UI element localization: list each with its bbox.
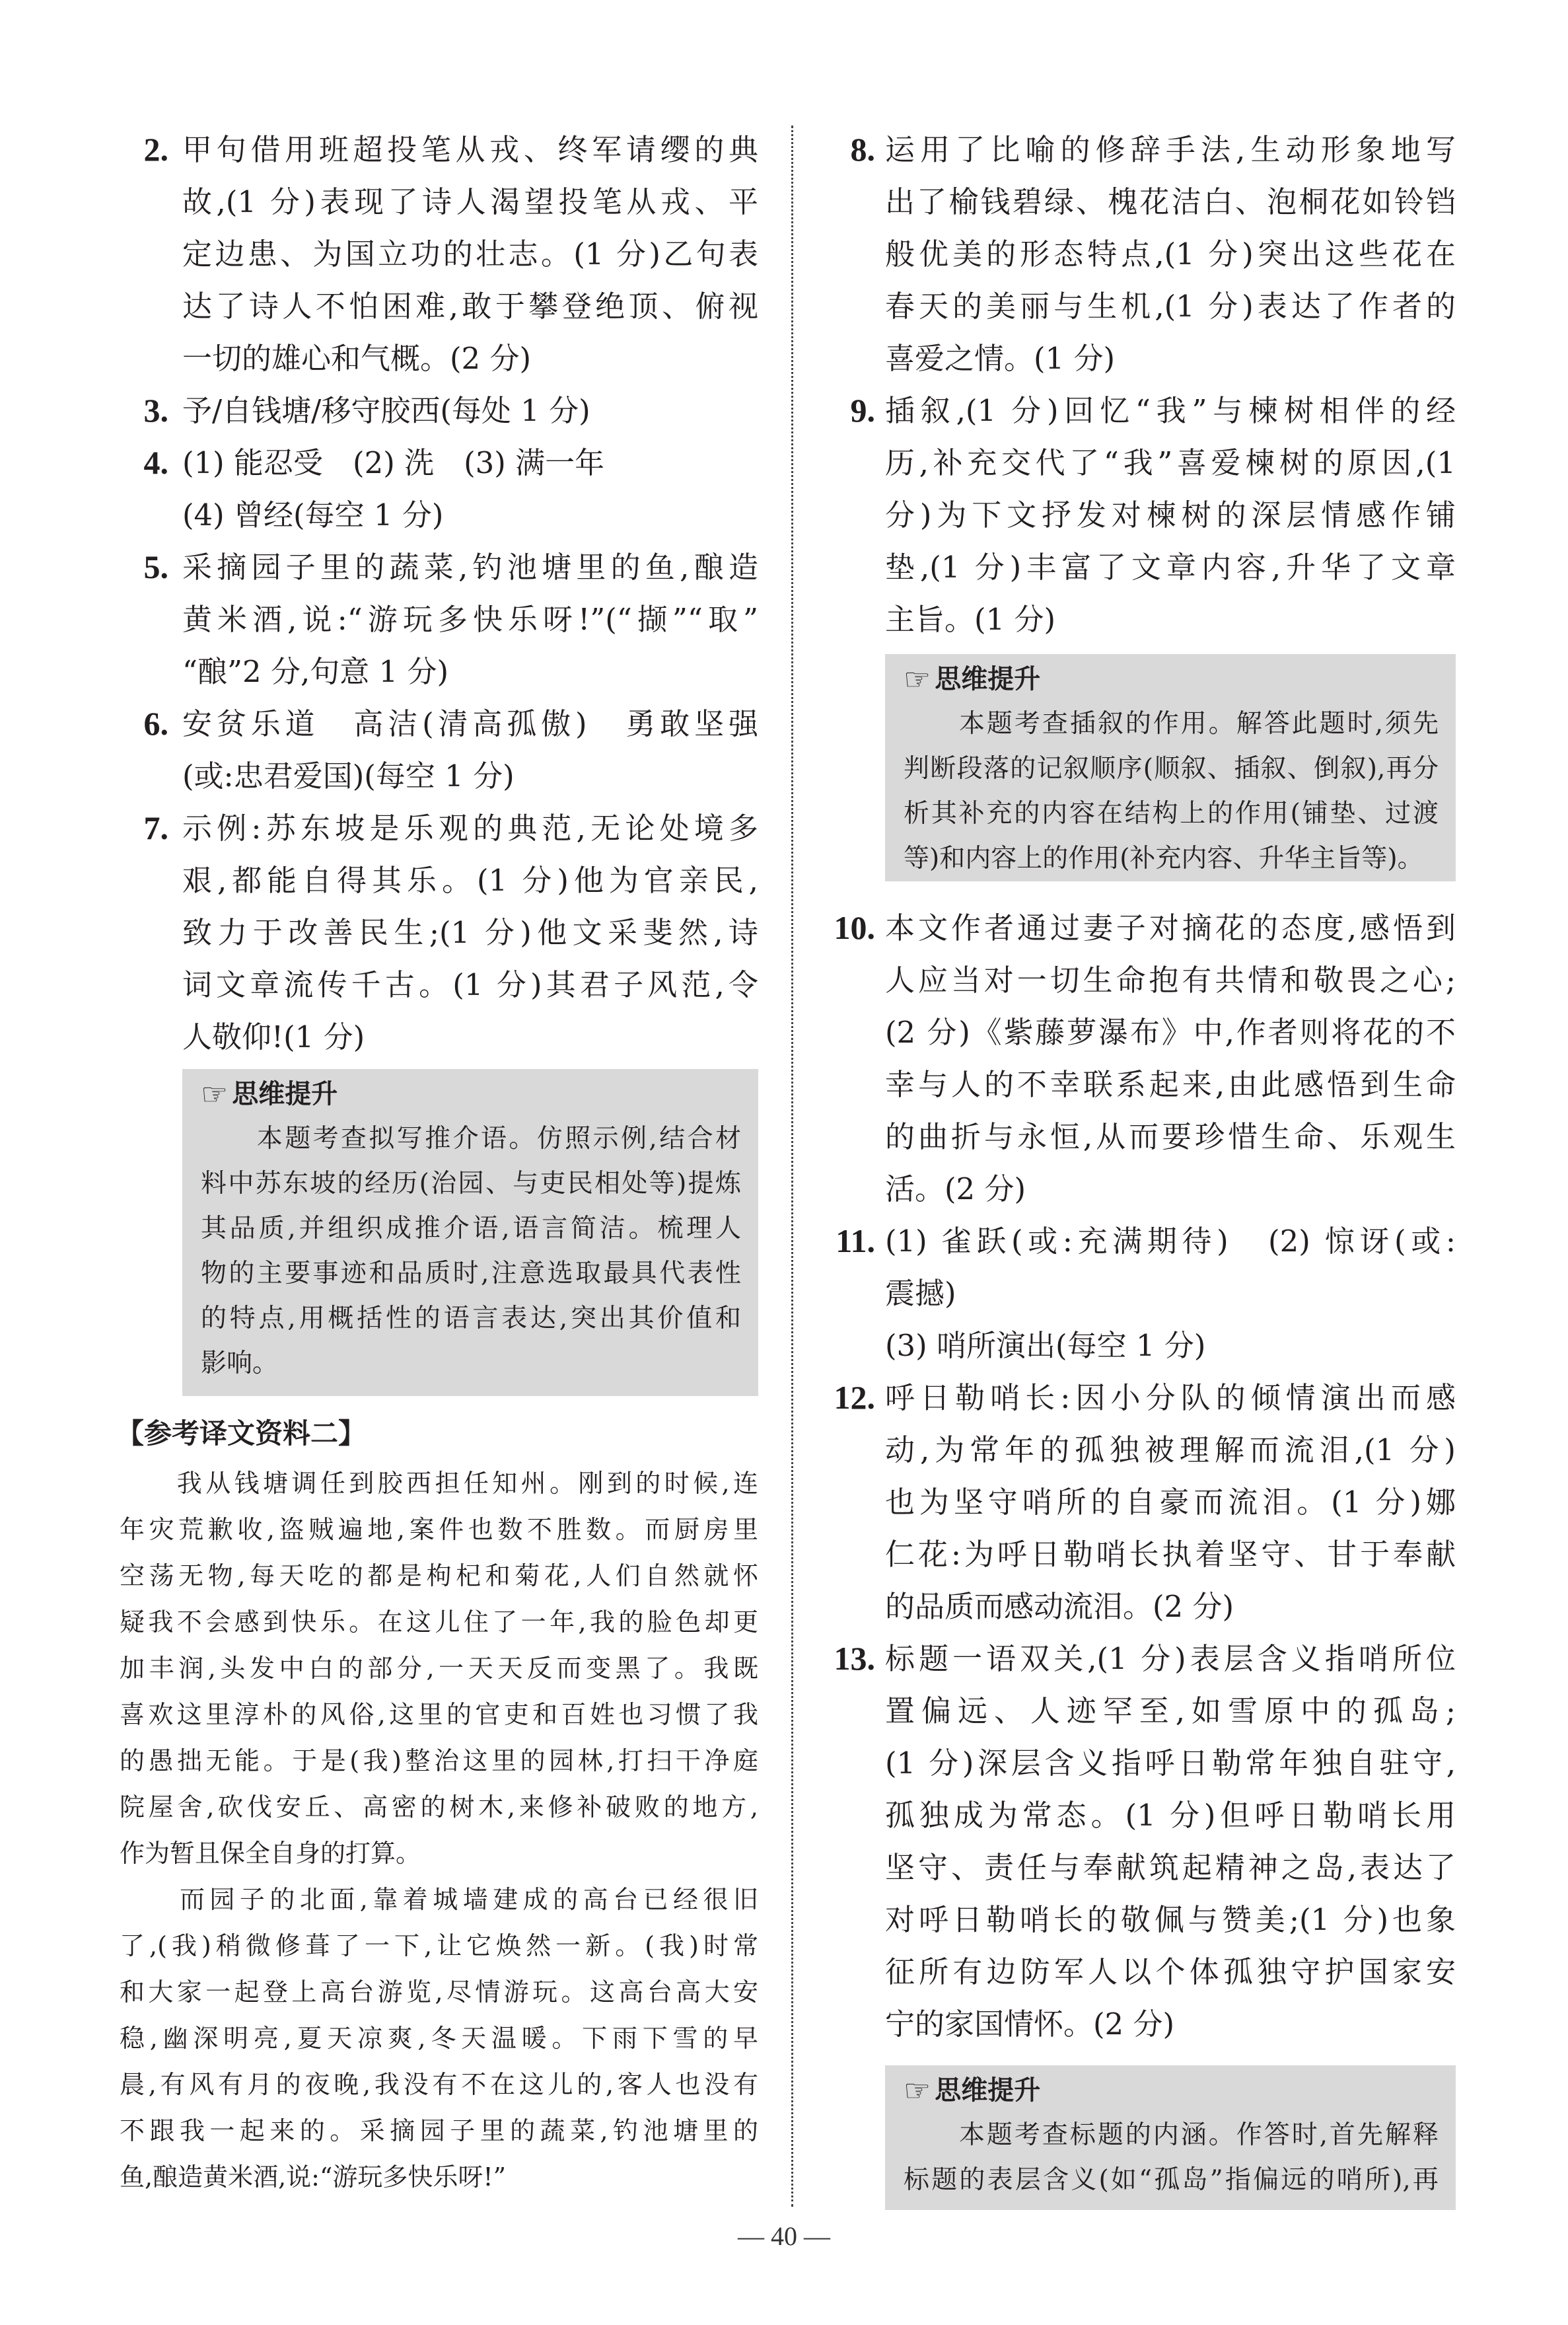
pointing-hand-icon: ☞ [904, 661, 931, 697]
answer-line: 动,为常年的孤独被理解而流泪,(1 分) [885, 1432, 1456, 1467]
thinking-box-2 [885, 654, 1456, 881]
box-line: 本题考查插叙的作用。解答此题时,须先 [904, 709, 1439, 739]
reference-line: 不跟我一起来的。采摘园子里的蔬菜,钓池塘里的 [120, 2116, 758, 2145]
answer-item [806, 385, 1456, 646]
answer-line: 分)为下文抒发对楝树的深层情感作铺 [885, 498, 1456, 533]
answer-line: 致力于改善民生;(1 分)他文采斐然,诗 [182, 915, 758, 950]
answer-line: 震撼) [885, 1276, 956, 1311]
left-answers [99, 124, 758, 1063]
answer-number: 7. [143, 809, 168, 846]
box-heading [904, 2068, 1439, 2113]
answer-line: 幸与人的不幸联系起来,由此感悟到生命 [885, 1067, 1456, 1102]
answer-line: 出了榆钱碧绿、槐花洁白、泡桐花如铃铛 [885, 184, 1456, 219]
answer-line: 孤独成为常态。(1 分)但呼日勒哨长用 [885, 1798, 1456, 1833]
pointing-hand-icon: ☞ [904, 2073, 931, 2108]
answer-number: 11. [836, 1222, 875, 1259]
answer-item [806, 1633, 1456, 2050]
box-heading [201, 1072, 741, 1117]
answer-line: 本文作者通过妻子对摘花的态度,感悟到 [885, 910, 1456, 945]
answer-line: 黄米酒,说:“游玩多快乐呀!”(“撷”“取” [182, 602, 758, 637]
right-answers-b [806, 902, 1456, 2050]
answer-line: 主旨。(1 分) [885, 602, 1056, 637]
answer-line: 的品质而感动流泪。(2 分) [885, 1589, 1234, 1624]
answer-item [99, 385, 758, 437]
answer-line: (2 分)《紫藤萝瀑布》中,作者则将花的不 [885, 1015, 1456, 1050]
answer-line: 艰,都能自得其乐。(1 分)他为官亲民, [182, 863, 758, 898]
box-line: 本题考查标题的内涵。作答时,首先解释 [904, 2120, 1439, 2150]
answer-item [99, 802, 758, 1063]
answer-line: 坚守、责任与奉献筑起精神之岛,表达了 [885, 1850, 1456, 1885]
answer-item [99, 541, 758, 698]
reference-line: 鱼,酿造黄米酒,说:“游玩多快乐呀!” [120, 2162, 507, 2192]
answer-item [806, 1372, 1456, 1633]
answer-line: (4) 曾经(每空 1 分) [182, 498, 444, 533]
answer-line: 垫,(1 分)丰富了文章内容,升华了文章 [885, 550, 1456, 585]
box-line: 等)和内容上的作用(补充内容、升华主旨等)。 [904, 844, 1423, 873]
answer-line: 的曲折与永恒,从而要珍惜生命、乐观生 [885, 1119, 1456, 1154]
answer-number: 9. [850, 392, 875, 429]
answer-line: (或:忠君爱国)(每空 1 分) [182, 758, 515, 793]
answer-text [885, 124, 1456, 385]
answer-line: 示例:苏东坡是乐观的典范,无论处境多 [182, 811, 758, 846]
box-line: 判断段落的记叙顺序(顺叙、插叙、倒叙),再分 [904, 754, 1439, 784]
answer-line: 宁的家国情怀。(2 分) [885, 2007, 1175, 2042]
pointing-hand-icon: ☞ [201, 1076, 229, 1112]
answer-item [99, 437, 758, 541]
answer-line: 人敬仰!(1 分) [182, 1019, 365, 1054]
answer-number: 10. [834, 909, 875, 946]
box-line: 本题考查拟写推介语。仿照示例,结合材 [201, 1124, 741, 1154]
answer-line: 采摘园子里的蔬菜,钓池塘里的鱼,酿造 [182, 550, 758, 585]
reference-line: 喜欢这里淳朴的风俗,这里的官吏和百姓也习惯了我 [120, 1700, 758, 1729]
box-line: 影响。 [201, 1348, 279, 1378]
answer-line: 一切的雄心和气概。(2 分) [182, 341, 532, 376]
thinking-box-1 [182, 1069, 758, 1396]
answer-line: 人应当对一切生命抱有共情和敬畏之心; [885, 963, 1456, 998]
answer-number: 13. [834, 1640, 875, 1677]
answer-text [885, 1372, 1456, 1633]
box-line: 标题的表层含义(如“孤岛”指偏远的哨所),再 [904, 2165, 1439, 2195]
answer-number: 2. [143, 131, 168, 168]
reference-line: 年灾荒歉收,盗贼遍地,案件也数不胜数。而厨房里 [120, 1515, 758, 1544]
reference-line: 疑我不会感到快乐。在这儿住了一年,我的脸色却更 [120, 1607, 758, 1637]
answer-text [885, 902, 1456, 1215]
answer-item [806, 902, 1456, 1215]
reference-text [120, 1460, 758, 2200]
answer-line: “酿”2 分,句意 1 分) [182, 654, 449, 689]
answer-line: 词文章流传千古。(1 分)其君子风范,令 [182, 967, 758, 1002]
answer-line: 春天的美丽与生机,(1 分)表达了作者的 [885, 289, 1456, 324]
reference-line: 和大家一起登上高台游览,尽情游玩。这高台高大安 [120, 1977, 758, 2007]
right-answers-a [806, 124, 1456, 646]
reference-line: 稳,幽深明亮,夏天凉爽,冬天温暖。下雨下雪的早 [120, 2024, 758, 2053]
box-line: 物的主要事迹和品质时,注意选取最具代表性 [201, 1259, 741, 1288]
answer-line: (1) 雀跃(或:充满期待) (2) 惊讶(或: [885, 1224, 1456, 1259]
answer-text [885, 1215, 1456, 1372]
answer-line: 征所有边防军人以个体孤独守护国家安 [885, 1954, 1456, 1989]
box-title: 思维提升 [935, 663, 1041, 694]
reference-line: 的愚拙无能。于是(我)整治这里的园林,打扫干净庭 [120, 1746, 758, 1775]
answer-text [182, 802, 758, 1063]
answer-number: 6. [143, 705, 168, 742]
answer-line: 仁花:为呼日勒哨长执着坚守、甘于奉献 [885, 1537, 1456, 1572]
answer-number: 8. [850, 131, 875, 168]
reference-line: 我从钱塘调任到胶西担任知州。刚到的时候,连 [120, 1469, 758, 1498]
reference-line: 晨,有风有月的夜晚,我没有不在这儿的,客人也没有 [120, 2070, 758, 2099]
reference-line: 作为暂且保全自身的打算。 [120, 1839, 421, 1868]
answer-line: 运用了比喻的修辞手法,生动形象地写 [885, 132, 1456, 167]
answer-line: 甲句借用班超投笔从戎、终军请缨的典 [182, 132, 758, 167]
answer-line: 达了诗人不怕困难,敢于攀登绝顶、俯视 [182, 289, 758, 324]
answer-text [885, 385, 1456, 646]
answer-line: 标题一语双关,(1 分)表层含义指哨所位 [885, 1641, 1456, 1676]
answer-line: (1 分)深层含义指呼日勒常年独自驻守, [885, 1746, 1456, 1781]
answer-text [182, 437, 758, 541]
answer-text [182, 385, 758, 437]
answer-text [885, 1633, 1456, 2050]
answer-line: 故,(1 分)表现了诗人渴望投笔从戎、平 [182, 184, 758, 219]
answer-item [806, 1215, 1456, 1372]
answer-line: 定边患、为国立功的壮志。(1 分)乙句表 [182, 237, 758, 272]
answer-number: 3. [143, 392, 168, 429]
box-line: 其品质,并组织成推介语,语言简洁。梳理人 [201, 1214, 741, 1243]
answer-text [182, 541, 758, 698]
box-heading [904, 657, 1439, 702]
answer-line: 置偏远、人迹罕至,如雪原中的孤岛; [885, 1693, 1456, 1728]
answer-line: 插叙,(1 分)回忆“我”与楝树相伴的经 [885, 393, 1456, 428]
answer-line: (1) 能忍受 (2) 洗 (3) 满一年 [182, 445, 605, 480]
answer-line: 呼日勒哨长:因小分队的倾情演出而感 [885, 1380, 1456, 1415]
answer-line: 活。(2 分) [885, 1171, 1026, 1206]
reference-line: 而园子的北面,靠着城墙建成的高台已经很旧 [120, 1885, 758, 1914]
answer-line: 予/自钱塘/移守胶西(每处 1 分) [182, 393, 590, 428]
box-line: 料中苏东坡的经历(治园、与吏民相处等)提炼 [201, 1169, 741, 1199]
reference-line: 了,(我)稍微修葺了一下,让它焕然一新。(我)时常 [120, 1931, 758, 1960]
reference-line: 院屋舍,砍伐安丘、高密的树木,来修补破败的地方, [120, 1792, 758, 1822]
answer-number: 4. [143, 444, 168, 481]
column-divider [791, 126, 793, 2207]
answer-text [182, 124, 758, 385]
answer-number: 12. [834, 1379, 875, 1416]
answer-line: (3) 哨所演出(每空 1 分) [885, 1328, 1206, 1363]
answer-line: 对呼日勒哨长的敬佩与赞美;(1 分)也象 [885, 1902, 1456, 1937]
answer-number: 5. [143, 548, 168, 585]
reference-title: 【参考译文资料二】 [116, 1417, 367, 1450]
box-title: 思维提升 [232, 1078, 338, 1109]
box-title: 思维提升 [935, 2075, 1041, 2106]
answer-line: 也为坚守哨所的自豪而流泪。(1 分)娜 [885, 1485, 1456, 1520]
answer-item [99, 698, 758, 802]
answer-item [99, 124, 758, 385]
reference-line: 空荡无物,每天吃的都是枸杞和菊花,人们自然就怀 [120, 1561, 758, 1590]
answer-text [182, 698, 758, 802]
answer-line: 安贫乐道 高洁(清高孤傲) 勇敢坚强 [182, 706, 758, 741]
reference-line: 加丰润,头发中白的部分,一天天反而变黑了。我既 [120, 1654, 758, 1683]
thinking-box-3 [885, 2065, 1456, 2210]
answer-line: 般优美的形态特点,(1 分)突出这些花在 [885, 237, 1456, 272]
answer-item [806, 124, 1456, 385]
box-line: 析其补充的内容在结构上的作用(铺垫、过渡 [904, 799, 1439, 829]
page-number: — 40 — [738, 2221, 830, 2251]
box-line: 的特点,用概括性的语言表达,突出其价值和 [201, 1304, 741, 1333]
answer-line: 喜爱之情。(1 分) [885, 341, 1116, 376]
answer-line: 历,补充交代了“我”喜爱楝树的原因,(1 [885, 445, 1456, 480]
